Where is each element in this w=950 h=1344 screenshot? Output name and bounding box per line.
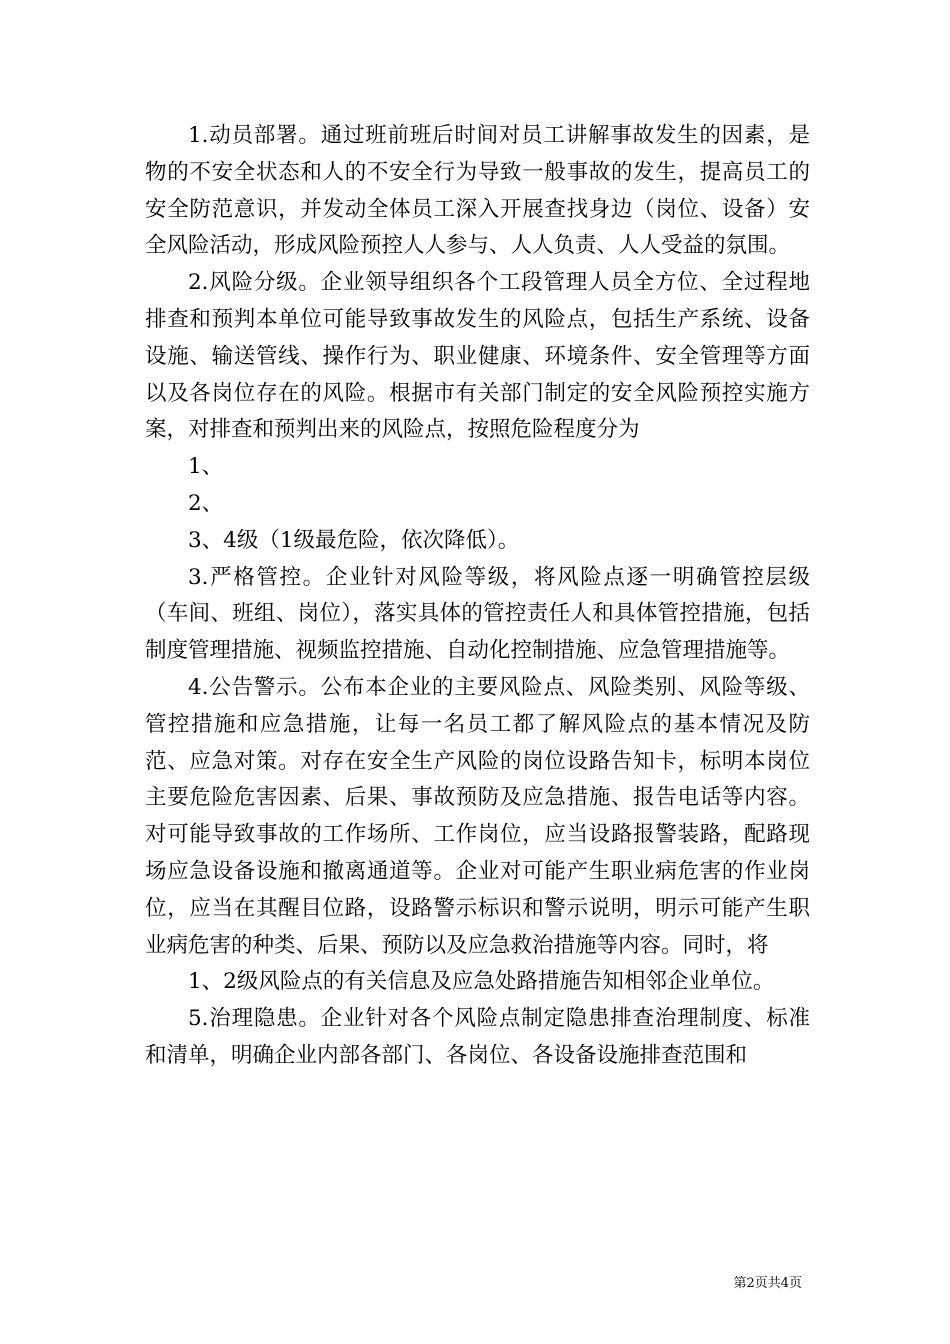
paragraph-notify-neighbors: 1、2级风险点的有关信息及应急处路措施告知相邻企业单位。 bbox=[188, 969, 775, 995]
paragraph-strict-control: 3.严格管控。企业针对风险等级，将风险点逐一明确管控层级（车间、班组、岗位），落实具体的管控责任人和具体管控措施，包括制度管理措施、视频监控措施、自动化控制措施、应急管理措施等。 bbox=[145, 564, 810, 664]
document-body bbox=[145, 118, 810, 1075]
paragraph-level-1: 1、 bbox=[188, 454, 224, 480]
paragraph-mobilization: 1.动员部署。通过班前班后时间对员工讲解事故发生的因素，是物的不安全状态和人的不安全行为导致一般事故的发生，提高员工的安全防范意识，并发动全体员工深入开展查找身边（岗位、设备）安全风险活动，形成风险预控人人参与、人人负责、人人受益的氛围。 bbox=[145, 123, 810, 259]
page-number-footer: 第2页共4页 bbox=[733, 1276, 802, 1291]
paragraph-hazard-remediation: 5.治理隐患。企业针对各个风险点制定隐患排查治理制度、标准和清单，明确企业内部各部门、各岗位、各设备设施排查范围和 bbox=[145, 1006, 810, 1068]
paragraph-level-3-4: 3、4级（1级最危险，依次降低）。 bbox=[188, 527, 520, 553]
paragraph-public-warning: 4.公告警示。公布本企业的主要风险点、风险类别、风险等级、管控措施和应急措施，让每一名员工都了解风险点的基本情况及防范、应急对策。对存在安全生产风险的岗位设路告知卡，标明本岗位主要危险危害因素、后果、事故预防及应急措施、报告电话等内容。对可能导致事故的工作场所、工作岗位，应当设路报警装路，配路现场应急设备设施和撤离通道等。企业对可能产生职业病危害的作业岗位，应当在其醒目位路，设路警示标识和警示说明，明示可能产生职业病危害的种类、后果、预防以及应急救治措施等内容。同时，将 bbox=[145, 674, 810, 958]
paragraph-risk-grading: 2.风险分级。企业领导组织各个工段管理人员全方位、全过程地排查和预判本单位可能导致事故发生的风险点，包括生产系统、设备设施、输送管线、操作行为、职业健康、环境条件、安全管理等方面以及各岗位存在的风险。根据市有关部门制定的安全风险预控实施方案，对排查和预判出来的风险点，按照危险程度分为 bbox=[145, 270, 810, 443]
paragraph-level-2: 2、 bbox=[188, 490, 224, 516]
